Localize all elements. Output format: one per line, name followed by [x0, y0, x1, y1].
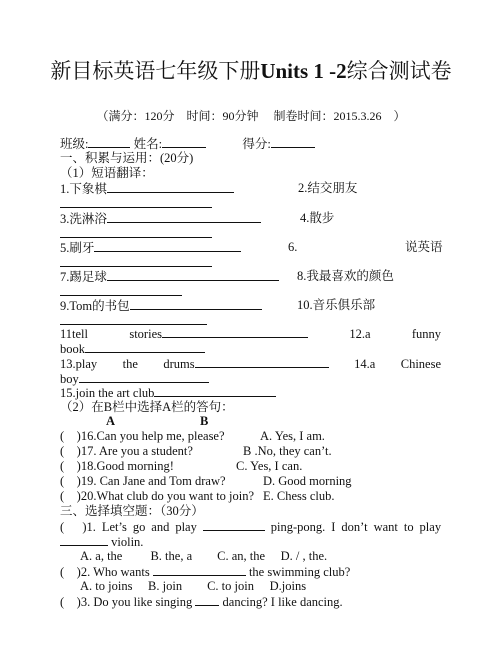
phrase-7 — [60, 269, 279, 285]
phrase-11-12-row — [60, 326, 441, 342]
mc-2-text-end: the swimming club? — [248, 565, 351, 579]
phrase-15-text: 15.join the art club — [60, 386, 155, 400]
phrase-8-blank[interactable] — [60, 284, 182, 296]
phrase-10-text: 10.音乐俱乐部 — [297, 298, 376, 312]
phrase-14-blank[interactable] — [79, 371, 209, 383]
phrase-4-text: 4.散步 — [300, 211, 335, 225]
phrase-9-blank[interactable] — [130, 298, 262, 310]
phrase-5-text: 5.刷牙 — [60, 241, 95, 255]
mc-question-2[interactable] — [60, 564, 350, 580]
match-answer-e: E. Chess club. — [263, 489, 335, 503]
phrase-14-word-3: boy — [60, 372, 79, 386]
mc-question-1[interactable] — [60, 519, 441, 535]
section-1-heading: 一、积累与运用：(20分) — [60, 151, 194, 165]
name-label: 姓名: — [133, 137, 163, 151]
phrase-7-text: 7.踢足球 — [60, 270, 107, 284]
part-1-heading: （1）短语翻译： — [60, 166, 154, 180]
mc-3-text-end: dancing? I like dancing. — [222, 595, 343, 609]
phrase-3-text: 3.洗淋浴 — [60, 212, 107, 226]
mc-1-word: violin. — [111, 535, 144, 549]
phrase-13-14-row — [60, 356, 441, 372]
mc-2-blank[interactable] — [153, 564, 246, 576]
match-answer-b: B .No, they can’t. — [243, 444, 332, 458]
match-question-16[interactable]: ( )16.Can you help me, please? — [60, 429, 225, 443]
phrase-13-blank[interactable] — [195, 356, 329, 368]
phrase-1-text: 1.下象棋 — [60, 182, 107, 196]
mc-1-blank-2[interactable] — [60, 534, 108, 546]
mc-question-3[interactable] — [60, 594, 343, 610]
phrase-2-answer[interactable] — [60, 196, 212, 212]
phrase-13-word-3: drums — [163, 357, 195, 371]
student-info-row — [60, 136, 315, 152]
name-blank[interactable] — [162, 136, 206, 148]
mc-question-2-options: A. to joins B. join C. to join D.joins — [80, 579, 307, 593]
phrase-15 — [60, 385, 276, 401]
phrase-9-text: 9.Tom的书包 — [60, 299, 130, 313]
score-blank[interactable] — [271, 136, 315, 148]
phrase-11-word-1: 11tell — [60, 327, 89, 341]
phrase-10-blank[interactable] — [60, 313, 207, 325]
phrase-13-word-1: 13.play — [60, 357, 98, 371]
title-part-c: 综合测试卷 — [346, 59, 452, 83]
phrase-6-blank[interactable] — [60, 255, 212, 267]
match-question-19[interactable]: ( )19. Can Jane and Tom draw? — [60, 474, 226, 488]
mc-question-1-options: A. a, the B. the, a C. an, the D. / , the. — [80, 549, 328, 563]
title-part-b: Units 1 -2 — [260, 59, 347, 83]
phrase-5-blank[interactable] — [94, 240, 241, 252]
phrase-13-word-2: the — [122, 357, 138, 371]
phrase-13-tail — [163, 357, 328, 371]
match-question-17[interactable]: ( )17. Are you a student? — [60, 444, 193, 458]
mc-1-word: play — [175, 520, 197, 534]
phrase-7-blank[interactable] — [107, 269, 279, 281]
mc-1-word: and — [151, 520, 170, 534]
mc-1-word: to — [403, 520, 414, 534]
phrase-1-blank[interactable] — [107, 181, 234, 193]
phrase-12-word-1: 12.a — [349, 327, 371, 341]
phrase-6-text: 说英语 — [405, 240, 443, 254]
phrase-4-blank[interactable] — [60, 226, 212, 238]
phrase-14-word-2: Chinese — [400, 357, 442, 371]
phrase-8-text: 8.我最喜欢的颜色 — [297, 269, 394, 283]
mc-3-text: ( )3. Do you like singing — [60, 595, 193, 609]
phrase-14-word-1: 14.a — [354, 357, 376, 371]
phrase-3 — [60, 211, 261, 227]
mc-1-blank-1[interactable] — [203, 519, 265, 531]
class-label: 班级: — [60, 137, 89, 151]
mc-1-word: ping-pong. — [270, 520, 326, 534]
phrase-12-word-2: funny — [411, 327, 441, 341]
column-a-header: A — [106, 414, 116, 428]
mc-1-word: want — [373, 520, 398, 534]
page-title — [40, 58, 462, 85]
mc-3-blank[interactable] — [195, 594, 219, 606]
mc-1-number: ( )1. — [60, 520, 96, 534]
phrase-12-blank[interactable] — [85, 341, 205, 353]
part-2-heading: （2）在B栏中选择A栏的答句： — [60, 400, 234, 414]
match-question-18[interactable]: ( )18.Good morning! — [60, 459, 174, 473]
phrase-15-blank[interactable] — [154, 385, 276, 397]
section-3-heading: 三、选择填空题：（30分） — [60, 504, 204, 518]
phrase-2-blank[interactable] — [60, 196, 212, 208]
mc-question-1-line-2 — [60, 534, 143, 550]
mc-1-word: go — [132, 520, 146, 534]
title-part-a: 新目标英语七年级下册 — [50, 59, 261, 83]
phrase-5 — [60, 240, 241, 256]
phrase-11-word-2: stories — [129, 327, 162, 341]
class-blank[interactable] — [88, 136, 130, 148]
match-answer-d: D. Good morning — [263, 474, 352, 488]
score-label: 得分: — [242, 137, 271, 151]
match-answer-a: A. Yes, I am. — [260, 429, 325, 443]
mc-1-word: Let’s — [101, 520, 127, 534]
phrase-3-blank[interactable] — [107, 211, 261, 223]
match-answer-c: C. Yes, I can. — [236, 459, 303, 473]
mc-2-text: ( )2. Who wants — [60, 565, 150, 579]
phrase-9 — [60, 298, 262, 314]
mc-1-word: I — [331, 520, 336, 534]
match-question-20[interactable]: ( )20.What club do you want to join? — [60, 489, 255, 503]
phrase-12-line-2 — [60, 341, 205, 357]
phrase-6-number: 6. — [288, 240, 298, 254]
phrase-1 — [60, 181, 234, 197]
mc-1-word: don’t — [341, 520, 368, 534]
phrase-11-tail — [129, 327, 308, 341]
mc-1-word: play — [419, 520, 442, 534]
phrase-12-word-3: book — [60, 342, 85, 356]
column-b-header: B — [200, 414, 209, 428]
phrase-11-blank[interactable] — [162, 326, 308, 338]
exam-meta: （满分：120分 时间：90分钟 制卷时间：2015.3.26 ） — [96, 109, 406, 123]
phrase-2-text: 2.结交朋友 — [298, 181, 358, 195]
